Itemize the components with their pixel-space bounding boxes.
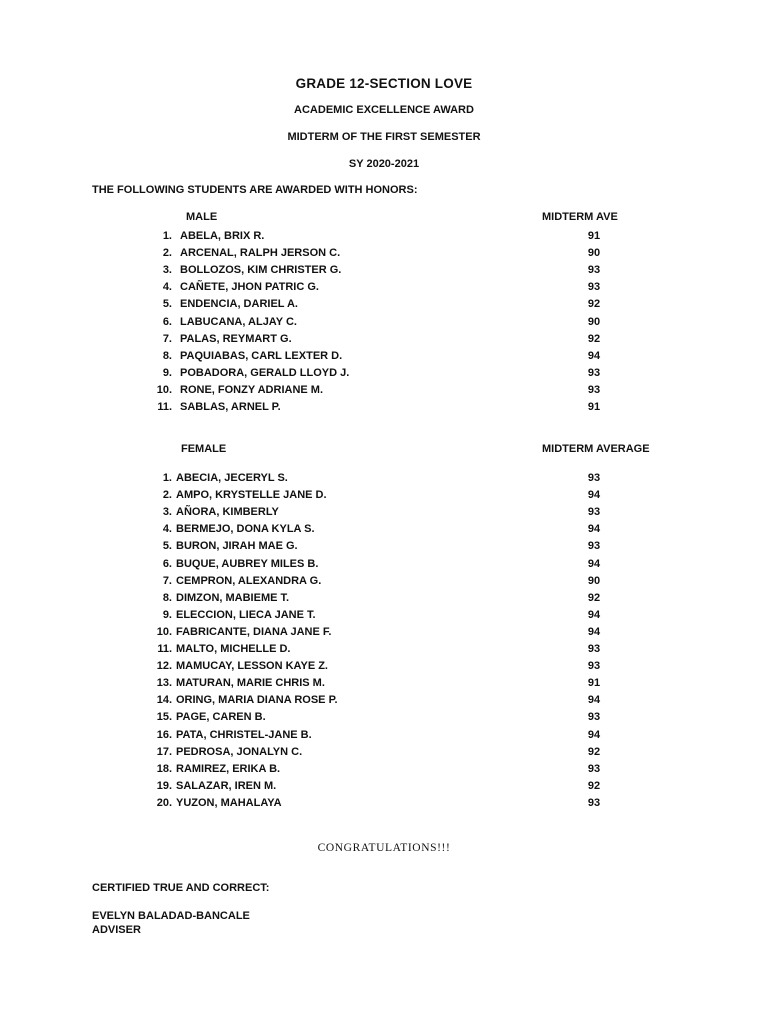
row-number: 11. [157,401,172,413]
male-row [0,296,768,312]
row-number: 11. [157,643,172,655]
student-name: PAGE, CAREN B. [176,711,266,724]
row-number: 16. [156,728,172,741]
student-score: 93 [587,540,601,553]
female-row [0,658,768,674]
document-title: GRADE 12-SECTION LOVE [295,76,473,91]
student-score: 93 [587,506,601,519]
student-score: 93 [587,762,601,775]
female-row [0,504,768,520]
student-name: CEMPRON, ALEXANDRA G. [176,574,322,587]
adviser-name: EVELYN BALADAD-BANCALE [92,910,250,922]
student-score: 94 [587,349,601,362]
row-number: 19. [156,779,172,792]
male-row [0,365,768,381]
student-name: YUZON, MAHALAYA [176,796,282,809]
row-number: 3. [162,506,172,519]
row-number: 2. [162,489,172,502]
female-row [0,521,768,537]
student-name: ABECIA, JECERYL S. [176,472,288,484]
row-number: 9. [162,608,172,621]
student-name: RONE, FONZY ADRIANE M. [180,383,324,396]
student-score: 93 [587,366,601,379]
student-score: 93 [587,472,601,484]
student-name: PAQUIABAS, CARL LEXTER D. [180,349,343,362]
student-name: AMPO, KRYSTELLE JANE D. [176,489,327,502]
student-name: PALAS, REYMART G. [180,332,292,345]
row-number: 8. [162,349,172,362]
female-row [0,470,768,486]
row-number: 5. [162,540,172,553]
female-score-heading: MIDTERM AVERAGE [542,443,650,455]
male-row [0,348,768,364]
student-name: FABRICANTE, DIANA JANE F. [176,625,332,638]
male-row [0,262,768,278]
female-row [0,692,768,708]
student-score: 94 [587,523,601,536]
student-score: 94 [587,728,601,741]
student-name: ENDENCIA, DARIEL A. [180,298,298,311]
female-row [0,727,768,743]
student-score: 93 [587,660,601,673]
female-row [0,744,768,760]
student-name: BOLLOZOS, KIM CHRISTER G. [180,264,342,277]
female-row [0,675,768,691]
intro-text: THE FOLLOWING STUDENTS ARE AWARDED WITH HONORS: [92,184,418,196]
male-row [0,228,768,244]
male-row [0,245,768,261]
student-score: 92 [587,298,601,311]
row-number: 1. [162,230,172,242]
male-row [0,382,768,398]
student-score: 90 [587,574,601,587]
student-name: ARCENAL, RALPH JERSON C. [180,247,341,260]
student-name: POBADORA, GERALD LLOYD J. [180,366,350,379]
row-number: 20. [156,796,172,809]
student-score: 94 [587,608,601,621]
student-name: BUQUE, AUBREY MILES B. [176,557,319,570]
row-number: 10. [156,383,172,396]
row-number: 13. [156,677,172,690]
student-name: CAÑETE, JHON PATRIC G. [180,281,319,294]
row-number: 6. [162,315,172,328]
male-heading: MALE [186,211,218,223]
row-number: 4. [162,281,172,294]
certified-text: CERTIFIED TRUE AND CORRECT: [92,882,270,894]
student-name: ABELA, BRIX R. [180,230,265,242]
student-name: LABUCANA, ALJAY C. [180,315,297,328]
student-name: PATA, CHRISTEL-JANE B. [176,728,312,741]
female-row [0,778,768,794]
student-score: 94 [587,625,601,638]
student-score: 92 [587,591,601,604]
male-row [0,279,768,295]
row-number: 4. [162,523,172,536]
adviser-title: ADVISER [92,924,141,936]
row-number: 8. [162,591,172,604]
female-row [0,709,768,725]
student-name: MAMUCAY, LESSON KAYE Z. [176,660,328,673]
student-score: 91 [587,401,601,413]
student-name: BERMEJO, DONA KYLA S. [176,523,315,536]
congratulations-text: CONGRATULATIONS!!! [317,842,451,854]
female-row [0,641,768,657]
student-score: 92 [587,332,601,345]
row-number: 15. [156,711,172,724]
female-row [0,624,768,640]
female-row [0,590,768,606]
row-number: 18. [156,762,172,775]
student-name: ELECCION, LIECA JANE T. [176,608,316,621]
student-score: 93 [587,281,601,294]
student-name: RAMIREZ, ERIKA B. [176,762,281,775]
student-score: 90 [587,247,601,260]
student-score: 91 [587,677,601,690]
student-name: MALTO, MICHELLE D. [176,643,291,655]
student-score: 93 [587,711,601,724]
school-year: SY 2020-2021 [348,158,420,170]
row-number: 5. [162,298,172,311]
female-row [0,761,768,777]
female-row [0,538,768,554]
row-number: 7. [162,332,172,345]
student-name: SALAZAR, IREN M. [176,779,277,792]
student-score: 94 [587,489,601,502]
female-row [0,556,768,572]
female-heading: FEMALE [181,443,227,455]
row-number: 6. [162,557,172,570]
student-score: 90 [587,315,601,328]
student-name: SABLAS, ARNEL P. [180,401,281,413]
student-score: 94 [587,557,601,570]
student-name: MATURAN, MARIE CHRIS M. [176,677,325,690]
male-row [0,399,768,415]
male-row [0,314,768,330]
male-row [0,331,768,347]
row-number: 2. [162,247,172,260]
row-number: 14. [156,694,172,707]
student-score: 93 [587,383,601,396]
student-name: DIMZON, MABIEME T. [176,591,290,604]
student-name: PEDROSA, JONALYN C. [176,745,303,758]
female-row [0,487,768,503]
term-title: MIDTERM OF THE FIRST SEMESTER [287,131,481,143]
female-row [0,795,768,811]
female-row [0,607,768,623]
student-score: 92 [587,745,601,758]
row-number: 7. [162,574,172,587]
student-score: 91 [587,230,601,242]
row-number: 17. [156,745,172,758]
student-score: 92 [587,779,601,792]
student-score: 94 [587,694,601,707]
student-score: 93 [587,796,601,809]
row-number: 9. [162,366,172,379]
student-name: ORING, MARIA DIANA ROSE P. [176,694,338,707]
student-score: 93 [587,264,601,277]
student-name: AÑORA, KIMBERLY [176,506,279,519]
male-score-heading: MIDTERM AVE [542,211,618,223]
student-name: BURON, JIRAH MAE G. [176,540,298,553]
female-row [0,573,768,589]
row-number: 3. [162,264,172,277]
student-score: 93 [587,643,601,655]
row-number: 12. [156,660,172,673]
award-title: ACADEMIC EXCELLENCE AWARD [294,104,474,116]
row-number: 10. [156,625,172,638]
row-number: 1. [162,472,172,484]
